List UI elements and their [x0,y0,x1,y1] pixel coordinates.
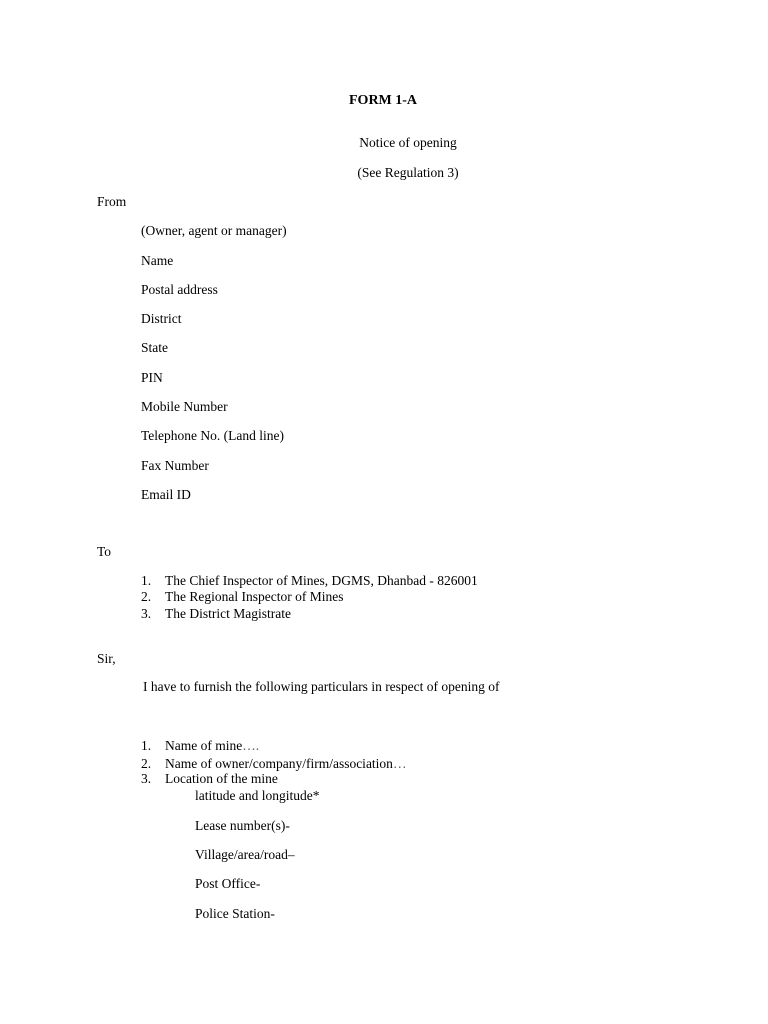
recipient-item [141,589,343,605]
particular-item [141,738,259,754]
particular-number: 2. [141,756,152,771]
from-field-name: Name [141,253,174,268]
to-label: To [97,544,112,559]
from-field-email: Email ID [141,487,191,502]
recipient-number: 3. [141,606,152,621]
particular-text: Name of owner/company/firm/association [165,756,393,771]
from-field-mobile: Mobile Number [141,399,228,414]
particular-dots: …. [242,738,260,753]
recipient-item [141,606,291,622]
from-field-role: (Owner, agent or manager) [141,223,287,238]
particular-item [141,756,406,772]
recipient-item [141,573,478,589]
recipient-text: The District Magistrate [165,606,291,621]
particular-number: 1. [141,738,152,753]
recipient-number: 1. [141,573,152,588]
regulation-reference: (See Regulation 3) [357,165,459,180]
particular-number: 3. [141,771,152,786]
form-subtitle: Notice of opening [359,135,457,150]
location-village: Village/area/road– [195,847,295,862]
particular-text: Name of mine [165,738,243,753]
intro-text: I have to furnish the following particulars in respect of opening of [143,679,500,694]
from-label: From [97,194,127,209]
location-post-office: Post Office- [195,876,261,891]
from-field-pin: PIN [141,370,163,385]
particular-dots: … [392,756,407,771]
form-title: FORM 1-A [349,93,418,108]
from-field-fax: Fax Number [141,458,209,473]
recipient-number: 2. [141,589,152,604]
recipient-text: The Chief Inspector of Mines, DGMS, Dhanbad - 826001 [165,573,478,588]
location-latlong: latitude and longitude* [195,788,320,803]
salutation: Sir, [97,651,116,666]
from-field-telephone: Telephone No. (Land line) [141,428,285,443]
particular-item [141,771,278,787]
from-field-postal-address: Postal address [141,282,218,297]
from-field-state: State [141,340,168,355]
location-police-station: Police Station- [195,906,275,921]
particular-text: Location of the mine [165,771,278,786]
location-lease-number: Lease number(s)- [195,818,290,833]
from-field-district: District [141,311,182,326]
recipient-text: The Regional Inspector of Mines [165,589,344,604]
